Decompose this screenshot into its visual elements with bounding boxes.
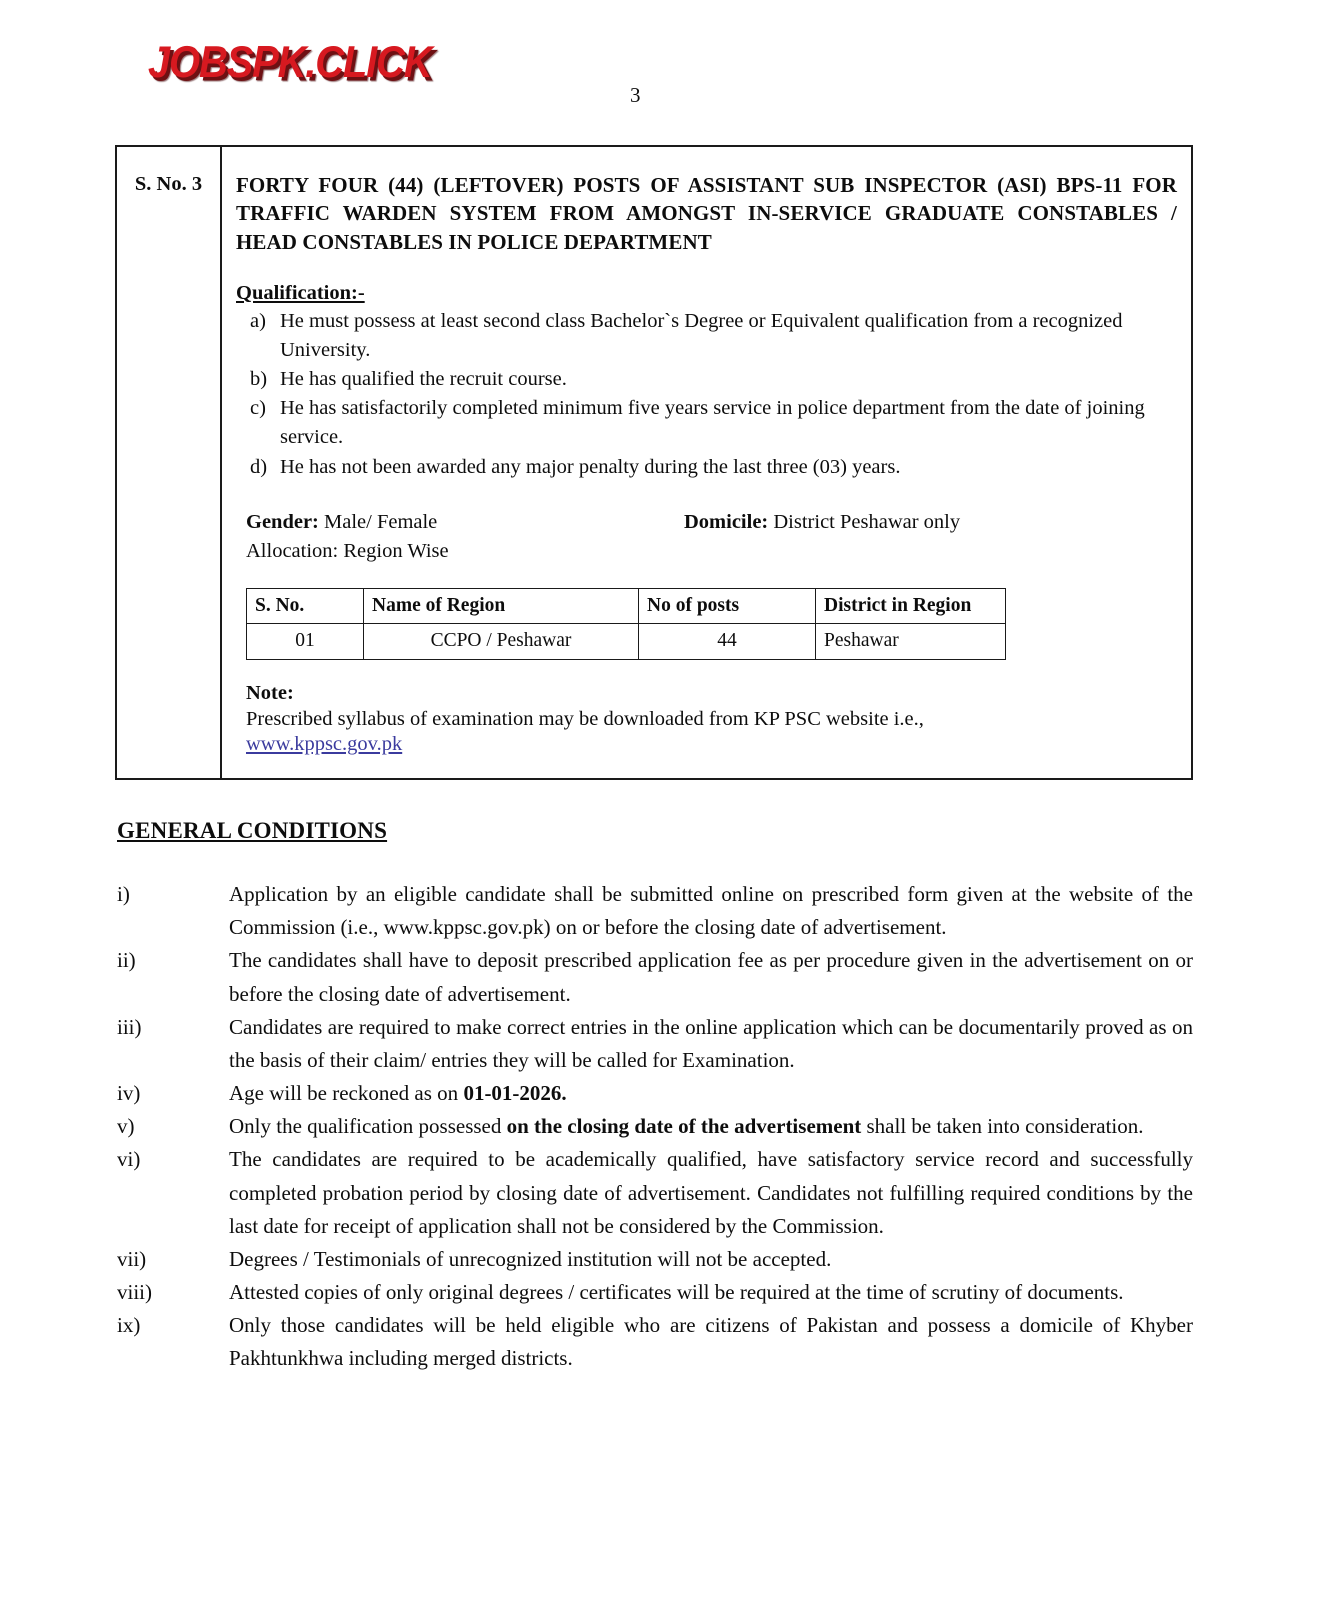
qualification-item [236,365,1177,394]
condition-number: viii) [117,1280,152,1305]
condition-number: iv) [117,1081,141,1106]
allocation-row [236,537,1177,566]
qualification-text: He must possess at least second class Bachelor`s Degree or Equivalent qualification from a recognized University. [280,310,1123,362]
qualification-heading: Qualification:- [236,282,365,305]
list-item [117,1011,1193,1077]
condition-text-before: Only the qualification possessed [229,1114,507,1139]
list-item [117,1077,1193,1110]
condition-number: v) [117,1114,135,1139]
region-col-posts: No of posts [639,588,816,623]
condition-text: Application by an eligible candidate shall be submitted online on prescribed form given at the website of the Commission (i.e., www.kppsc.gov.pk) on or before the closing date of advertisement. [229,882,1193,940]
condition-number: vi) [117,1147,141,1172]
qualification-marker: d) [250,455,268,478]
qualification-list [236,307,1177,482]
list-item [117,1143,1193,1243]
list-item [117,944,1193,1010]
domicile-value: District Peshawar only [773,510,961,533]
qualification-text: He has satisfactorily completed minimum five years service in police department from the date of joining service. [280,397,1145,449]
allocation-label: Allocation: [246,539,339,562]
condition-text-before: Age will be reckoned as on [229,1081,464,1106]
condition-text: The candidates shall have to deposit prescribed application fee as per procedure given in the advertisement on or before the closing date of advertisement. [229,948,1193,1006]
list-item [117,878,1193,944]
qualification-item [236,453,1177,482]
region-col-sno: S. No. [247,588,364,623]
table-row [247,624,1006,659]
note-heading: Note: [246,681,294,704]
region-table-body [247,624,1006,659]
condition-text: Attested copies of only original degrees / certificates will be required at the time of scrutiny of documents. [229,1280,1124,1305]
list-item [117,1110,1193,1143]
qualification-marker: c) [250,397,266,420]
qualification-item [236,307,1177,365]
list-item [117,1276,1193,1309]
gender-value: Male/ Female [324,510,438,533]
general-conditions-heading: GENERAL CONDITIONS [117,818,388,843]
region-cell-posts: 44 [639,624,816,659]
allocation-value: Region Wise [343,539,449,562]
page-number: 3 [630,83,641,107]
domicile-group [684,508,960,537]
condition-number: iii) [117,1014,142,1039]
post-serial-cell: S. No. 3 [117,147,222,778]
region-cell-district: Peshawar [816,624,1006,659]
qualification-text: He has not been awarded any major penalty during the last three (03) years. [280,455,901,478]
gender-label: Gender: [246,510,319,533]
qualification-text: He has qualified the recruit course. [280,368,567,391]
condition-text: Only those candidates will be held eligible who are citizens of Pakistan and possess a domicile of Khyber Pakhtunkhwa including merged districts. [229,1313,1193,1371]
condition-text-after: shall be taken into consideration. [861,1114,1144,1139]
condition-number: vii) [117,1246,147,1271]
condition-text: Candidates are required to make correct entries in the online application which can be documentarily proved as on the basis of their claim/ entries they will be called for Examination. [229,1014,1193,1072]
condition-number: i) [117,882,130,906]
kppsc-website-link[interactable]: www.kppsc.gov.pk [246,733,403,756]
region-cell-sno: 01 [247,624,364,659]
site-logo: JOBSPK.CLICK [148,38,432,88]
general-conditions-list [117,878,1193,1376]
post-detail-body [222,147,1191,778]
gender-domicile-row [236,508,1177,537]
qualification-item [236,394,1177,452]
note-text: Prescribed syllabus of examination may be downloaded from KP PSC website i.e., [246,707,924,730]
domicile-label: Domicile: [684,510,769,533]
region-col-name: Name of Region [364,588,639,623]
list-item [117,1243,1193,1276]
condition-text-emphasis: 01-01-2026. [463,1081,567,1106]
region-table-header-row [247,588,1006,623]
region-table-head [247,588,1006,623]
qualification-marker: b) [250,368,268,391]
condition-number: ix) [117,1313,141,1338]
region-cell-name: CCPO / Peshawar [364,624,639,659]
condition-text: The candidates are required to be academically qualified, have satisfactory service record and successfully completed probation period by closing date of advertisement. Candidates not fulfilling required conditions by the last date for receipt of application shall not be considered by the Commission. [229,1147,1193,1238]
qualification-marker: a) [250,310,266,333]
condition-text: Degrees / Testimonials of unrecognized institution will not be accepted. [229,1246,832,1271]
list-item [117,1309,1193,1375]
region-allocation-table [246,588,1006,660]
condition-text-emphasis: on the closing date of the advertisement [506,1114,862,1139]
region-col-district: District in Region [816,588,1006,623]
post-title: FORTY FOUR (44) (LEFTOVER) POSTS OF ASSISTANT SUB INSPECTOR (ASI) BPS-11 FOR TRAFFIC WARDEN SYSTEM FROM AMONGST IN-SERVICE GRADUATE CONSTABLES / HEAD CONSTABLES IN POLICE DEPARTMENT [236,173,1177,254]
post-detail-box [115,145,1193,780]
condition-number: ii) [117,948,136,973]
